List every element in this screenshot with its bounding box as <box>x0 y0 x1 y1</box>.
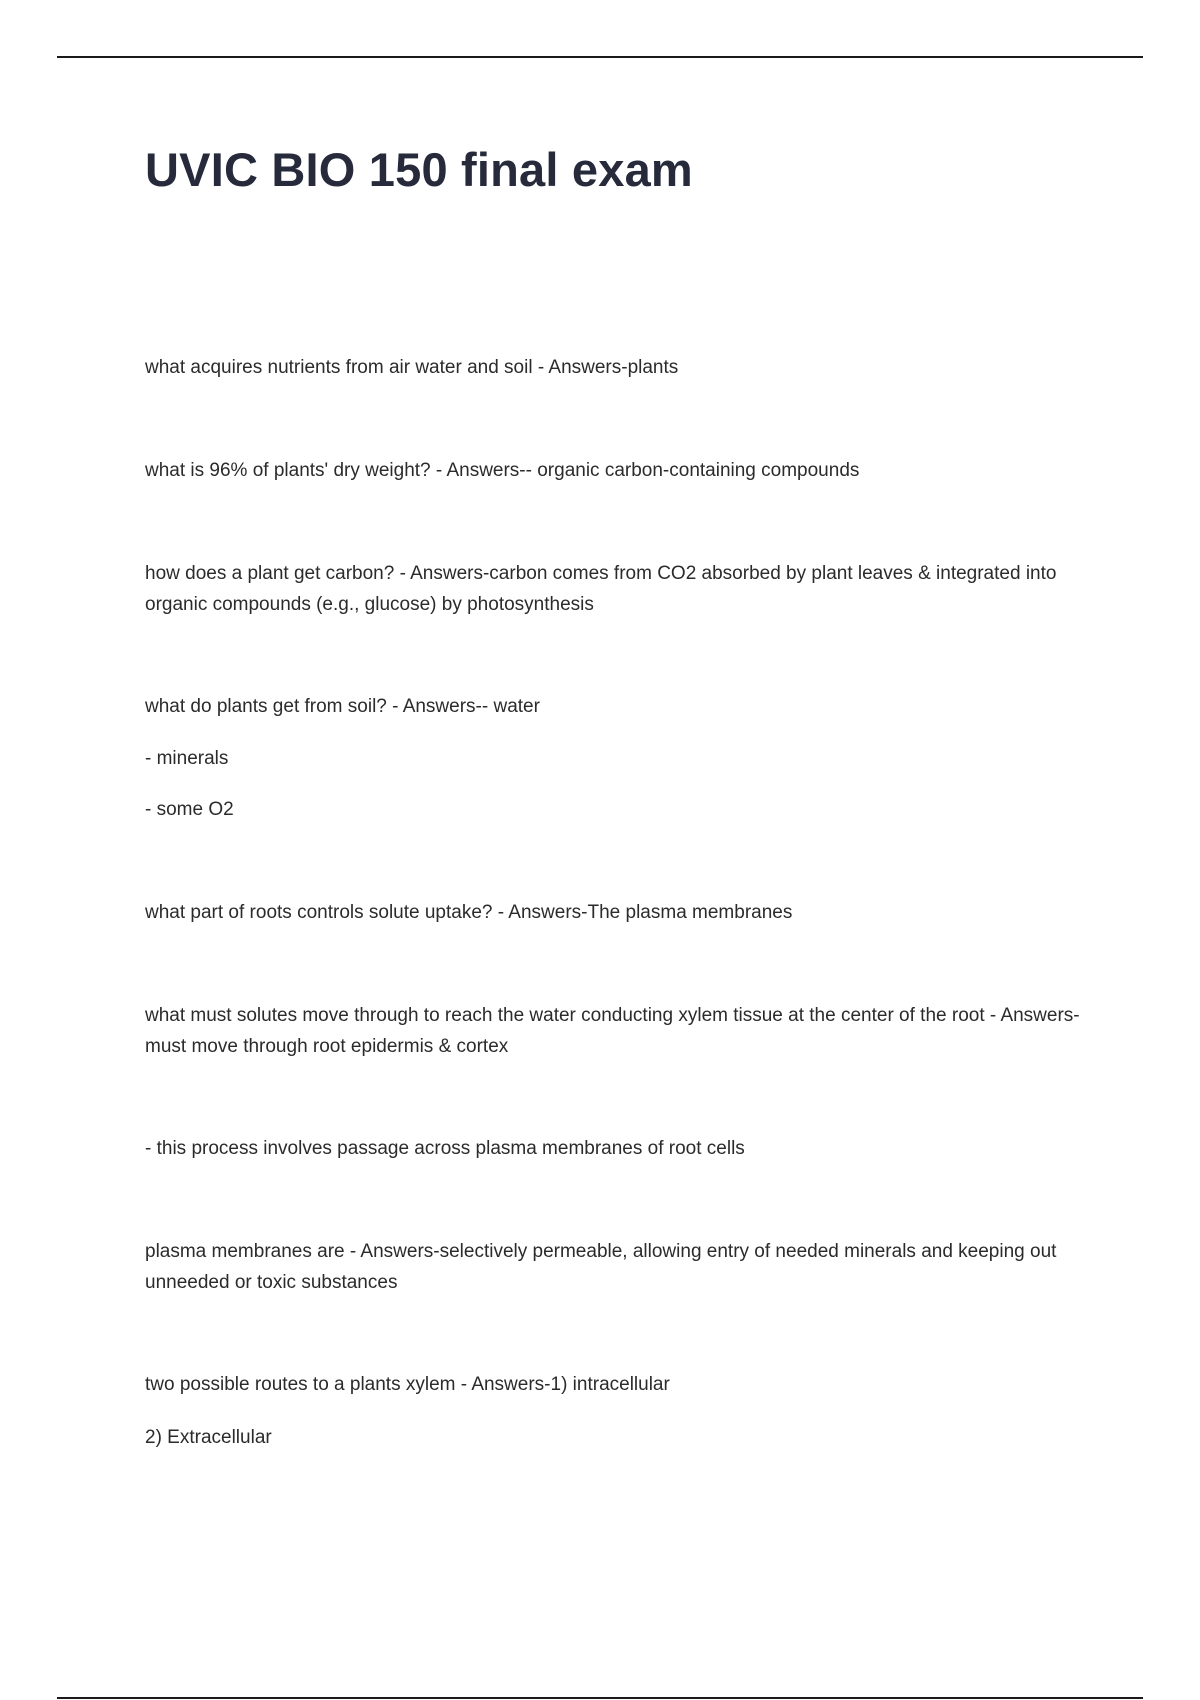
top-rule <box>57 56 1143 58</box>
answer-line-oxygen: - some O2 <box>145 799 234 820</box>
qa-entry-8: plasma membranes are - Answers-selectively permeable, allowing entry of needed minerals and keeping out unneeded or toxic substances <box>145 1241 1057 1293</box>
qa-entry-3: how does a plant get carbon? - Answers-carbon comes from CO2 absorbed by plant leaves & integrated into organic compounds (e.g., glucose) by photosynthesis <box>145 563 1057 615</box>
qa-entry-6: what must solutes move through to reach the water conducting xylem tissue at the center of the root - Answers-must move through root epidermis & cortex <box>145 1005 1080 1057</box>
qa-entry-1: what acquires nutrients from air water and soil - Answers-plants <box>145 357 679 378</box>
qa-entry-4: what do plants get from soil? - Answers-- water <box>145 696 540 717</box>
qa-entry-7: - this process involves passage across plasma membranes of root cells <box>145 1138 745 1159</box>
bottom-rule <box>57 1697 1143 1699</box>
qa-entry-2: what is 96% of plants' dry weight? - Answers-- organic carbon-containing compounds <box>145 460 860 481</box>
answer-line-extracellular: 2) Extracellular <box>145 1427 272 1448</box>
document-title: UVIC BIO 150 final exam <box>145 143 693 196</box>
answer-line-minerals: - minerals <box>145 748 229 769</box>
qa-entry-5: what part of roots controls solute uptake? - Answers-The plasma membranes <box>145 902 793 923</box>
qa-entry-9: two possible routes to a plants xylem - Answers-1) intracellular <box>145 1374 670 1395</box>
